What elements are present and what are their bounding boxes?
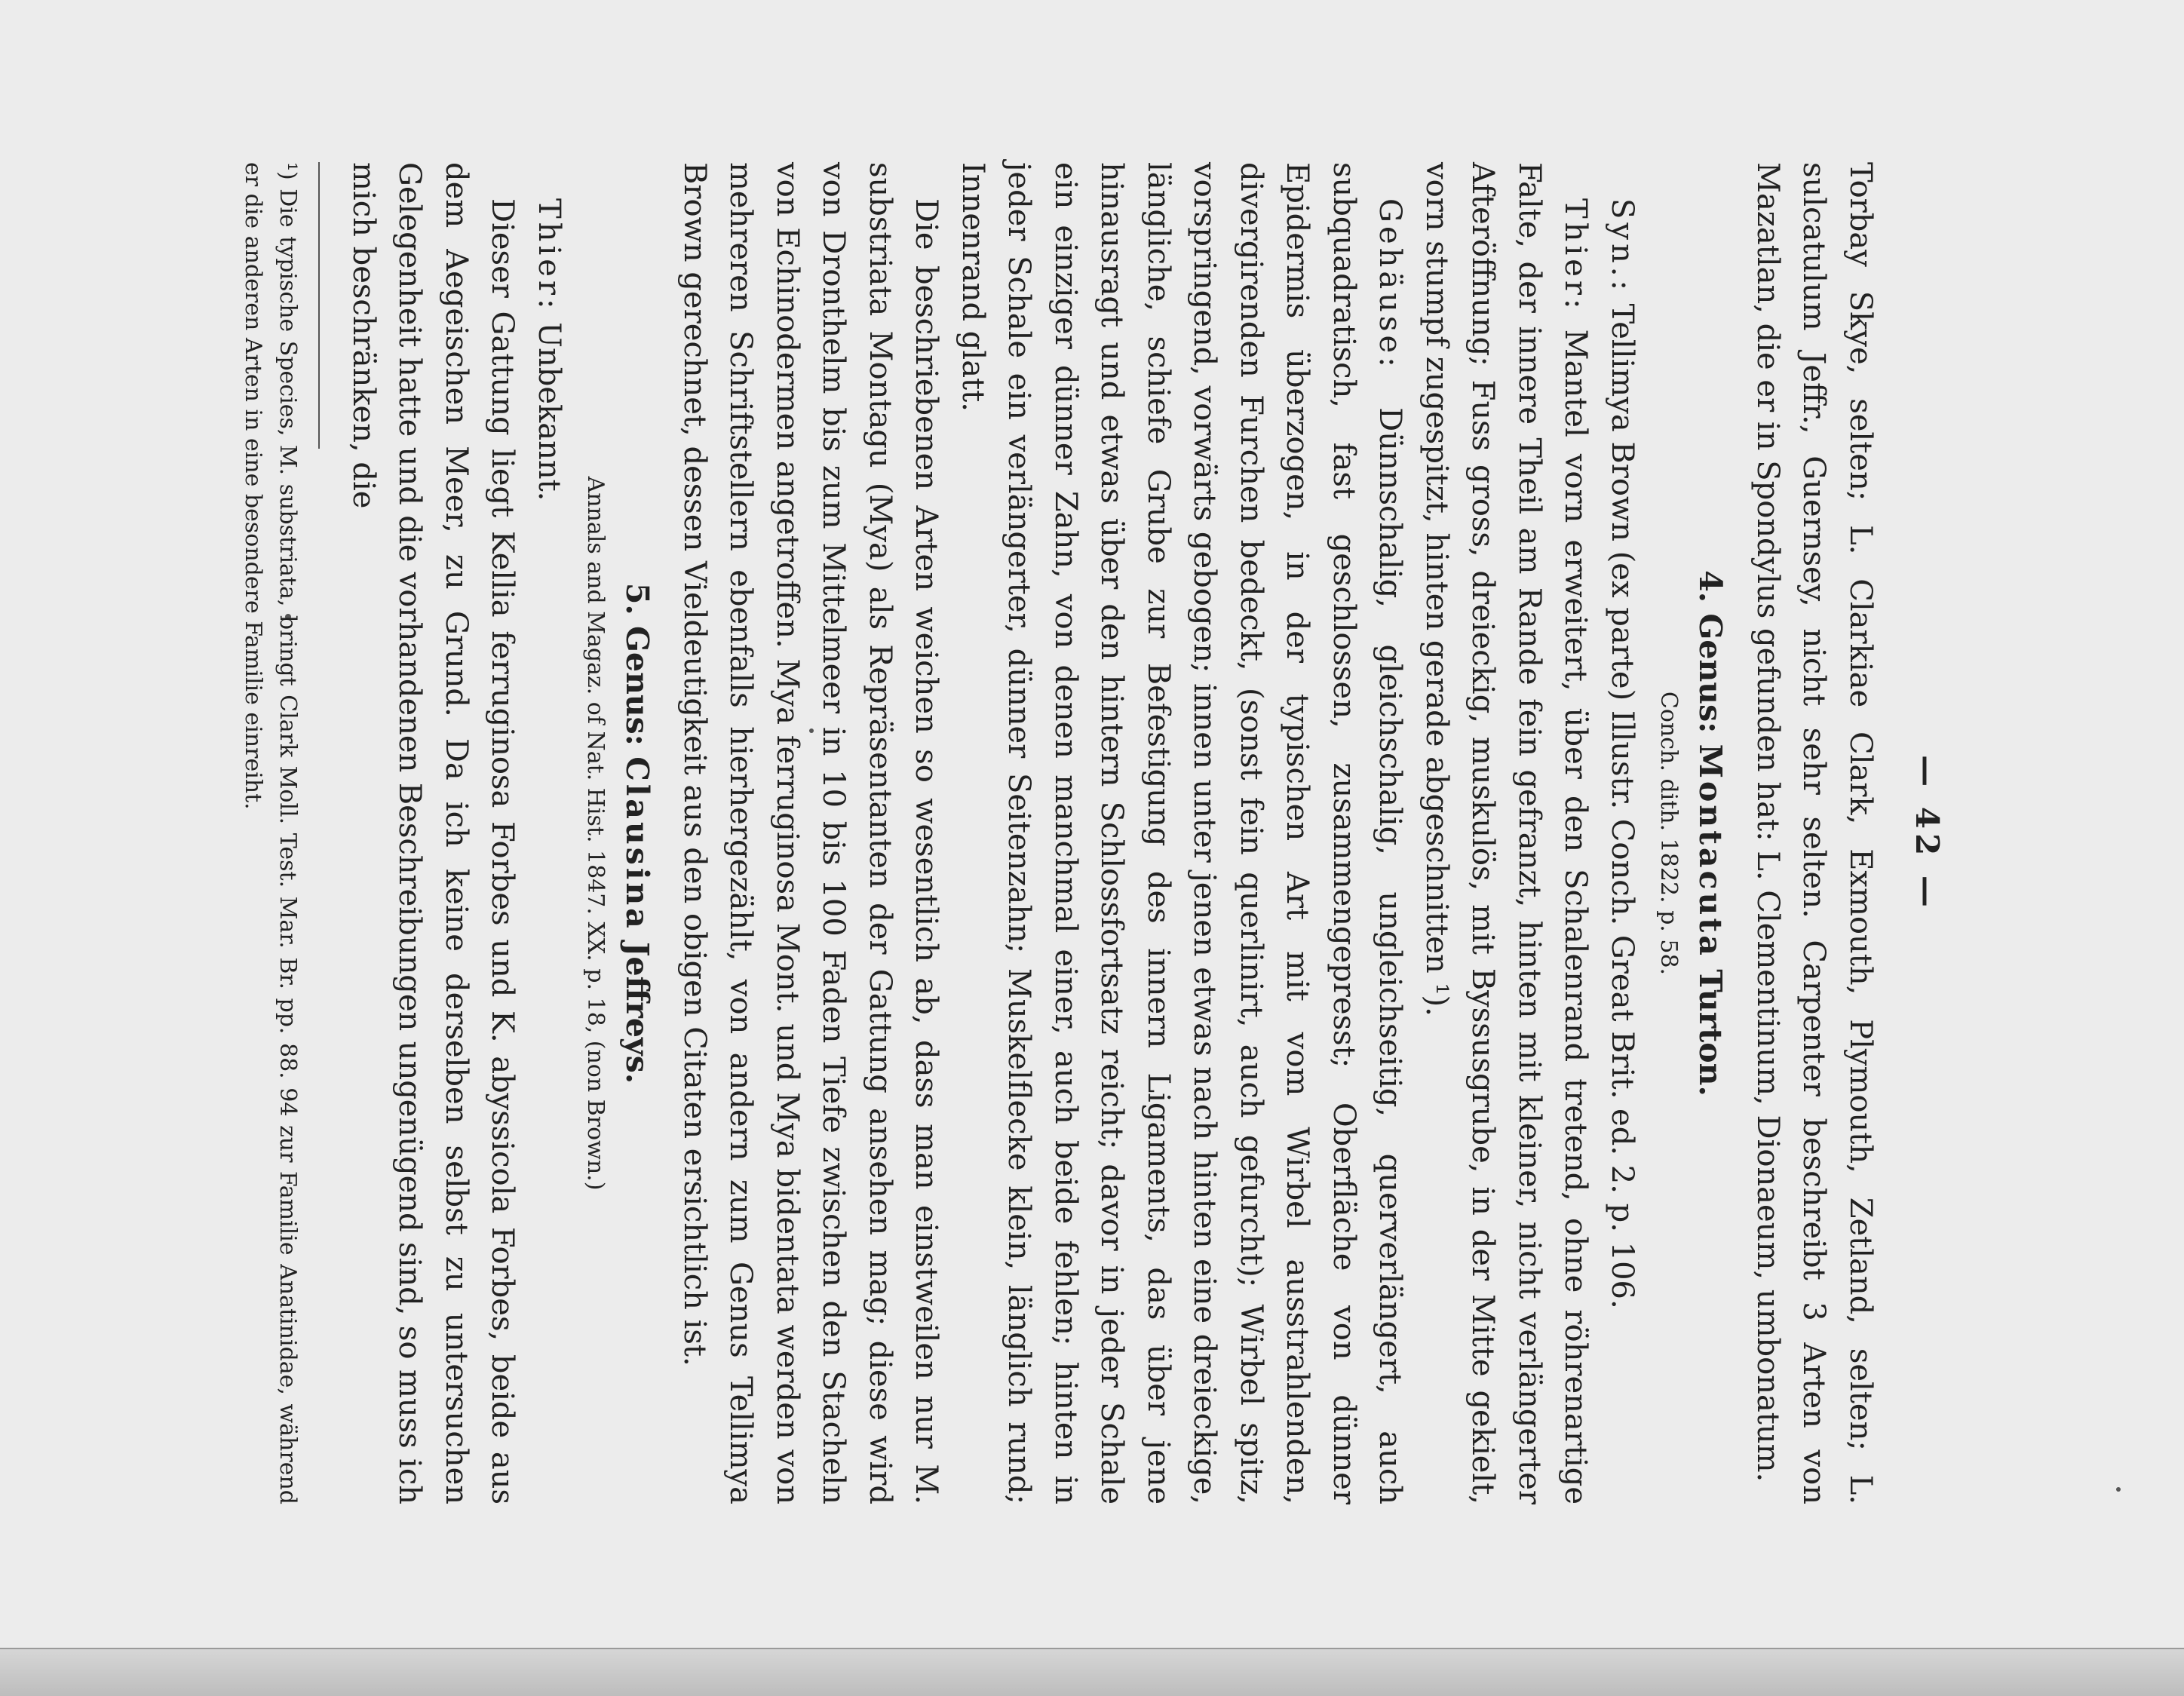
genus-4-author: Turton. <box>1692 969 1729 1096</box>
dust-speck <box>2116 1487 2121 1492</box>
genus-4-discussion: Die beschriebenen Arten weichen so wesentlich ab, dass man einstweilen nur M. substriata Montagu (Mya) als Repräsentanten der Gattung ansehen mag; diese wird von Dronthelm bis zum Mittelmeer in 10 bis 100 Faden Tiefe zwischen den Stacheln von Echinodermen angetroffen. Mya ferruginosa Mont. und Mya bidentata werden von mehreren Schriftstellern ebenfalls hierhergezählt, von andern zum Genus Tellimya Brown gerechnet, dessen Vieldeutigkeit aus den obigen Citaten ersichtlich ist. <box>677 162 944 1504</box>
thier-label: Thier: <box>532 198 566 313</box>
page-number: — 42 — <box>1909 755 1946 912</box>
page-body <box>340 162 1884 1504</box>
rotated-page <box>240 162 1946 1505</box>
genus-4-citation: Conch. dith. 1822. p. 58. <box>1655 691 1682 976</box>
genus-4-heading <box>1687 162 1734 1504</box>
gehaeuse-text: Dünnschalig, gleichschalig, ungleichseitig, querverlängert, auch subquadratisch, fast geschlossen, zusammengepresst; Oberfläche von dünner Epidermis überzogen, in der typischen Art mit vom Wirbel ausstrahlenden, divergirenden Furchen bedeckt, (sonst fein querlinirt, auch gefurcht); Wirbel spitz, vorspringend, vorwärts gebogen; innen unter jenen etwas nach hinten eine dreieckige, längliche, schiefe Grube zur Befestigung des innern Ligaments, das über jene hinausragt und etwas über den hintern Schlossfortsatz reicht; davor in jeder Schale ein einziger dünner Zahn, von denen manchmal einer, auch beide fehlen; hinten in jeder Schale ein verlängerter, dünner Seitenzahn; Muskelflecke klein, länglich rund; Innenrand glatt. <box>956 162 1408 1504</box>
genus-5-citation: Annals and Magaz. of Nat. Hist. 1847. XX. p. 18, (non Brown.) <box>582 476 609 1191</box>
genus-5-author: Jeffreys. <box>619 942 656 1084</box>
syn-text: Tellimya Brown (ex parte) Illustr. Conch. Great Brit. ed. 2. p. 106. <box>1605 303 1640 1309</box>
footnote-rule <box>319 162 321 449</box>
genus-4-synonym <box>1599 162 1646 1504</box>
footnote: ¹) Die typische Species, M. substriata, bringt Clark Moll. Test. Mar. Br. pp. 88. 94 zur Familie Anatinidae, während er die anderen Arten in eine besondere Familie einreiht. <box>240 162 302 1504</box>
genus-5-thier <box>526 162 572 1504</box>
gehaeuse-label: Gehäuse: <box>1373 198 1408 371</box>
genus-4-name: Montacuta <box>1692 744 1729 958</box>
genus-5-prefix: 5. Genus: <box>619 582 656 746</box>
thier-text: Unbekannt. <box>532 322 566 501</box>
intro-paragraph: Torbay Skye, selten; L. Clarkiae Clark, Exmouth, Plymouth, Zetland, selten; L. sulcatulum Jeffr., Guernsey, nicht sehr selten. Carpenter beschreibt 3 Arten von Mazatlan, die er in Spondylus gefunden hat: L. Clementinum, Dionaeum, umbonatum. <box>1750 162 1878 1504</box>
thier-label: Thier: <box>1558 198 1594 313</box>
genus-4-gehaeuse <box>949 162 1413 1504</box>
genus-4-thier <box>1413 162 1599 1504</box>
thier-text: Mantel vorn erweitert, über den Schalenrand tretend, ohne röhrenartige Falte, der innere Theil am Rande fein gefranzt, hinten mit kleiner, nicht verlängerter Afteröffnung; Fuss gross, dreieckig, muskulös, mit Byssusgrube, in der Mitte gekielt, vorn stumpf zugespitzt, hinten gerade abgeschnitten ¹). <box>1419 162 1594 1505</box>
genus-4-prefix: 4. Genus: <box>1692 570 1729 734</box>
genus-5-heading <box>614 162 661 1504</box>
genus-5-discussion: Dieser Gattung liegt Kellia ferruginosa Forbes und K. abyssicola Forbes, beide aus dem Aegeischen Meer, zu Grund. Da ich keine derselben selbst zu untersuchen Gelegenheit hatte und die vorhandenen Beschreibungen ungenügend sind, so muss ich mich beschränken, die <box>346 162 520 1504</box>
genus-5-name: Clausina <box>619 756 656 931</box>
scanner-bed-edge <box>0 1648 2184 1696</box>
syn-label: Syn.: <box>1605 198 1640 294</box>
